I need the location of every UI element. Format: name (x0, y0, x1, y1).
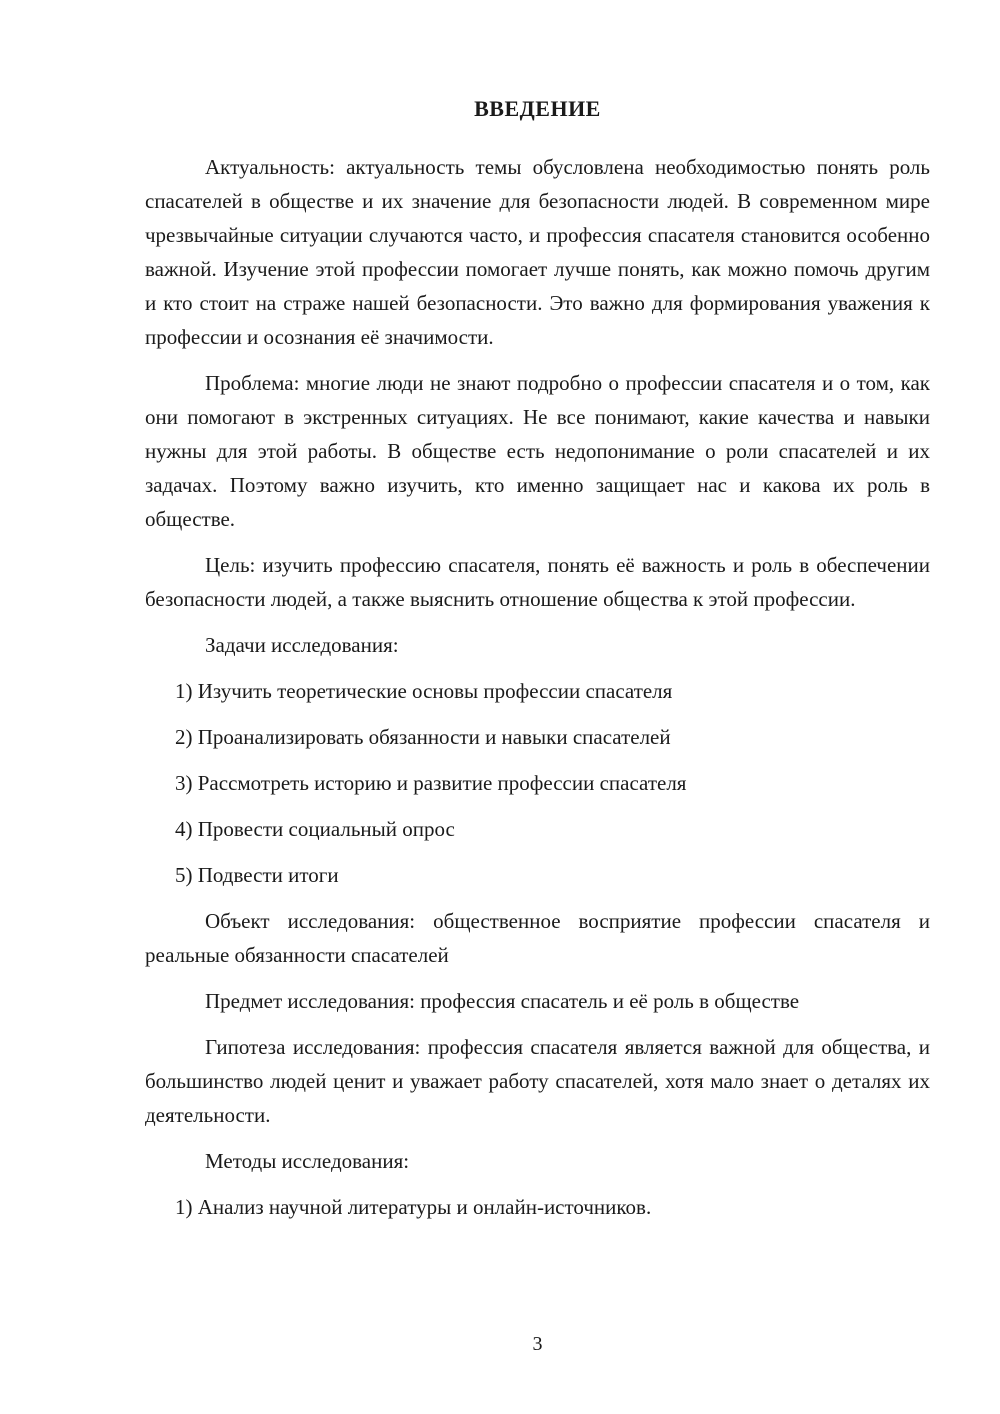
task-item-2: 2) Проанализировать обязанности и навыки спасателей (175, 725, 671, 749)
task-item-4: 4) Провести социальный опрос (175, 817, 455, 841)
page-title: ВВЕДЕНИЕ (474, 96, 601, 121)
task-item-1: 1) Изучить теоретические основы профессии спасателя (175, 679, 673, 703)
task-item-3: 3) Рассмотреть историю и развитие профессии спасателя (175, 771, 687, 795)
paragraph-goal: Цель: изучить профессию спасателя, понять её важность и роль в обеспечении безопасности людей, а также выяснить отношение общества к этой профессии. (145, 553, 930, 611)
paragraph-object: Объект исследования: общественное восприятие профессии спасателя и реальные обязанности спасателей (145, 909, 930, 967)
method-item-1: 1) Анализ научной литературы и онлайн-источников. (175, 1195, 652, 1219)
page-number: 3 (532, 1333, 543, 1355)
tasks-heading: Задачи исследования: (205, 633, 399, 657)
paragraph-problem: Проблема: многие люди не знают подробно о профессии спасателя и о том, как они помогают в экстренных ситуациях. Не все понимают, какие качества и навыки нужны для этой работы. В обществе есть недопонимание о роли спасателей и их задачах. Поэтому важно изучить, кто именно защищает нас и какова их роль в обществе. (145, 371, 930, 531)
paragraph-relevance: Актуальность: актуальность темы обусловлена необходимостью понять роль спасателей в обществе и их значение для безопасности людей. В современном мире чрезвычайные ситуации случаются часто, и профессия спасателя становится особенно важной. Изучение этой профессии помогает лучше понять, как можно помочь другим и кто стоит на страже нашей безопасности. Это важно для формирования уважения к профессии и осознания её значимости. (145, 155, 930, 349)
methods-heading: Методы исследования: (205, 1149, 410, 1173)
paragraph-hypothesis: Гипотеза исследования: профессия спасателя является важной для общества, и большинство людей ценит и уважает работу спасателей, хотя мало знает о деталях их деятельности. (145, 1035, 930, 1127)
paragraph-subject: Предмет исследования: профессия спасатель и её роль в обществе (205, 989, 800, 1013)
task-item-5: 5) Подвести итоги (175, 863, 339, 887)
